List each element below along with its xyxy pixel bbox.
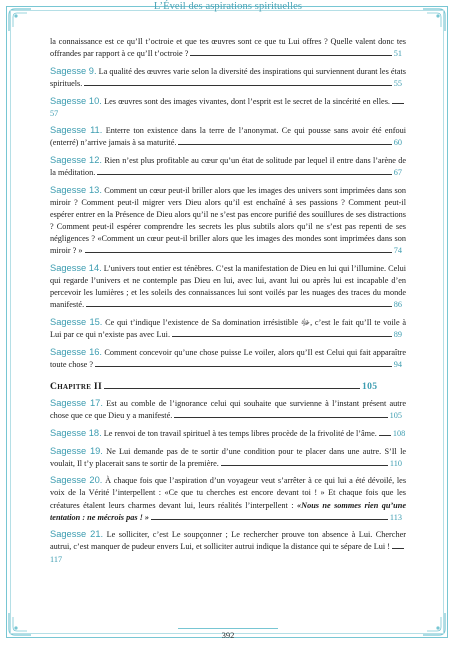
leader-line	[85, 245, 392, 253]
entry-page: 67	[393, 168, 402, 178]
leader-line	[97, 167, 391, 175]
entry-page: 86	[393, 300, 402, 310]
toc-entry[interactable]	[50, 36, 406, 60]
toc-entry[interactable]	[50, 397, 406, 422]
entry-text: la connaissance est ce qu’Il t’octroie et que tes œuvres sont ce que tu Lui offres ? Quelle valent donc tes offrandes par rapport à ce qu’Il t’octroie ?	[50, 37, 406, 59]
entry-page: 57	[50, 108, 59, 118]
entry-page: 89	[393, 330, 402, 340]
entry-label: Sagesse 16.	[50, 346, 103, 357]
leader-line	[221, 458, 388, 466]
entry-label: Sagesse 15.	[50, 317, 103, 328]
toc-entry[interactable]	[50, 95, 406, 120]
leader-line	[174, 410, 387, 418]
leader-line	[84, 78, 391, 86]
toc-entry[interactable]	[50, 316, 406, 341]
leader-line	[104, 381, 360, 389]
entry-page: 94	[393, 359, 402, 369]
entry-label: Sagesse 12.	[50, 155, 102, 166]
entry-page: 60	[393, 138, 402, 148]
entry-text: Le renvoi de ton travail spirituel à tes temps libres procède de la frivolité de l’âme.	[103, 428, 377, 438]
entry-label: Sagesse 11.	[50, 125, 103, 136]
entry-text: Est au comble de l’ignorance celui qui souhaite que survienne à l’instant présent autre chose que ce que Dieu y a manifesté.	[50, 399, 407, 421]
entry-label: Sagesse 18.	[50, 427, 102, 438]
leader-line	[178, 137, 391, 145]
toc-entry[interactable]	[50, 528, 406, 565]
entry-text: Comment concevoir qu’une chose puisse Le voiler, alors qu’Il est Celui qui fait apparaître toute chose ?	[50, 347, 407, 369]
chapter-heading[interactable]	[50, 381, 406, 393]
toc-entry[interactable]	[50, 474, 406, 523]
entry-label: Sagesse 20.	[50, 475, 103, 486]
entry-label: Sagesse 14.	[50, 263, 102, 274]
entry-text: Comment un cœur peut-il briller alors que les images des univers sont imprimées dans son miroir ? Comment peut-il migrer vers Dieu alors qu’il est enchaîné à ses passions ? Comment peut-il espérer entrer en la Présence de Dieu alors qu’il ne s’est pas encore purifié des souillures de ses distractions ? Comment peut-il espérer comprendre les secrets les plus subtils alors qu’il ne s’est pas repenti de ses négligences ? «Comment un cœur peut-il briller alors que les images des mondes sont imprimées dans son miroir ? »	[50, 185, 406, 256]
leader-line	[95, 359, 392, 367]
toc-section-2	[50, 397, 406, 566]
toc-entry[interactable]	[50, 154, 406, 179]
entry-text: Rien n’est plus profitable au cœur qu’un état de solitude par lequel il entre dans l’arène de la méditation.	[50, 156, 407, 178]
entry-text: Ne Lui demande pas de te sortir d’une condition pour te placer dans une autre. S’Il le voulait, Il t’y placerait sans te sortir de la première.	[50, 446, 407, 468]
entry-text: À chaque fois que l’aspiration d’un voyageur veut s’arrêter à ce qui lui a été dévoilé, les voix de la Vérité l’interpellent : «Ce que tu cherches est encore devant toi ! » Et chaque fois que les créatures étalent leurs charmes devant lui, leurs réalités l’interpellent :	[50, 476, 407, 510]
entry-page: 113	[389, 512, 402, 522]
entry-label: Sagesse 17.	[50, 398, 103, 409]
entry-page: 117	[50, 554, 63, 564]
entry-page: 74	[393, 246, 402, 256]
entry-text: Les œuvres sont des images vivantes, dont l’esprit est le secret de la sincérité en elles.	[104, 96, 390, 106]
leader-line	[392, 541, 404, 549]
toc-entry[interactable]	[50, 184, 406, 258]
entry-text: Le solliciter, c’est Le soupçonner ; Le rechercher prouve ton absence à Lui. Chercher autrui, c’est manquer de pudeur envers Lui, et solliciter autrui indique la distance qui te sépare de Lui !	[50, 530, 407, 552]
footer-rule	[178, 628, 278, 629]
leader-line	[392, 96, 404, 104]
entry-label: Sagesse 13.	[50, 184, 102, 195]
toc-entry[interactable]	[50, 124, 406, 149]
toc-entry[interactable]	[50, 346, 406, 371]
toc-section-1	[50, 36, 406, 371]
entry-label: Sagesse 10.	[50, 95, 102, 106]
running-header: L’Éveil des aspirations spirituelles	[153, 1, 303, 12]
entry-text: Ce qui t’indique l’existence de Sa domination irrésistible ﷻ, c’est le fait qu’Il te voile à Lui par ce qui n’existe pas avec Lui.	[50, 318, 407, 340]
toc-entry[interactable]	[50, 262, 406, 311]
leader-line	[379, 428, 391, 436]
page-number: 392	[221, 630, 235, 640]
toc-entry[interactable]	[50, 65, 406, 90]
leader-line	[151, 512, 388, 520]
entry-page: 55	[393, 78, 402, 88]
entry-label: Sagesse 21.	[50, 529, 104, 540]
leader-line	[86, 299, 392, 307]
chapter-page: 105	[362, 381, 378, 392]
leader-line	[190, 48, 391, 56]
entry-page: 110	[389, 458, 402, 468]
toc-entry[interactable]	[50, 427, 406, 440]
entry-page: 105	[389, 411, 402, 421]
toc-entry[interactable]	[50, 445, 406, 470]
entry-text: Enterre ton existence dans la terre de l’anonymat. Ce qui pousse sans avoir été enfoui (enterré) n’arrive jamais à sa maturité.	[50, 126, 407, 148]
entry-page: 51	[393, 49, 402, 59]
leader-line	[172, 329, 392, 337]
entry-text: L’univers tout entier est ténèbres. C’est la manifestation de Dieu en lui qui l’illumine. Celui qui regarde l’univers et ne contemple pas Dieu en lui, avec lui, avant lui ou après lui est incapable d’en percevoir les lumières ; et les soleils des connaissances lui sont voilés par les nuages des traces du monde manifesté.	[50, 264, 407, 310]
entry-quote: «Nous ne sommes rien qu’une tentation : ne mécrois pas ! »	[50, 500, 407, 522]
entry-page: 108	[392, 428, 406, 438]
entry-label: Sagesse 9.	[50, 65, 97, 76]
entry-text: La qualité des œuvres varie selon la diversité des inspirations qui surviennent durant les états spirituels.	[50, 66, 406, 88]
entry-label: Sagesse 19.	[50, 445, 103, 456]
chapter-title: Chapitre II	[50, 381, 102, 392]
table-of-contents	[50, 36, 406, 570]
